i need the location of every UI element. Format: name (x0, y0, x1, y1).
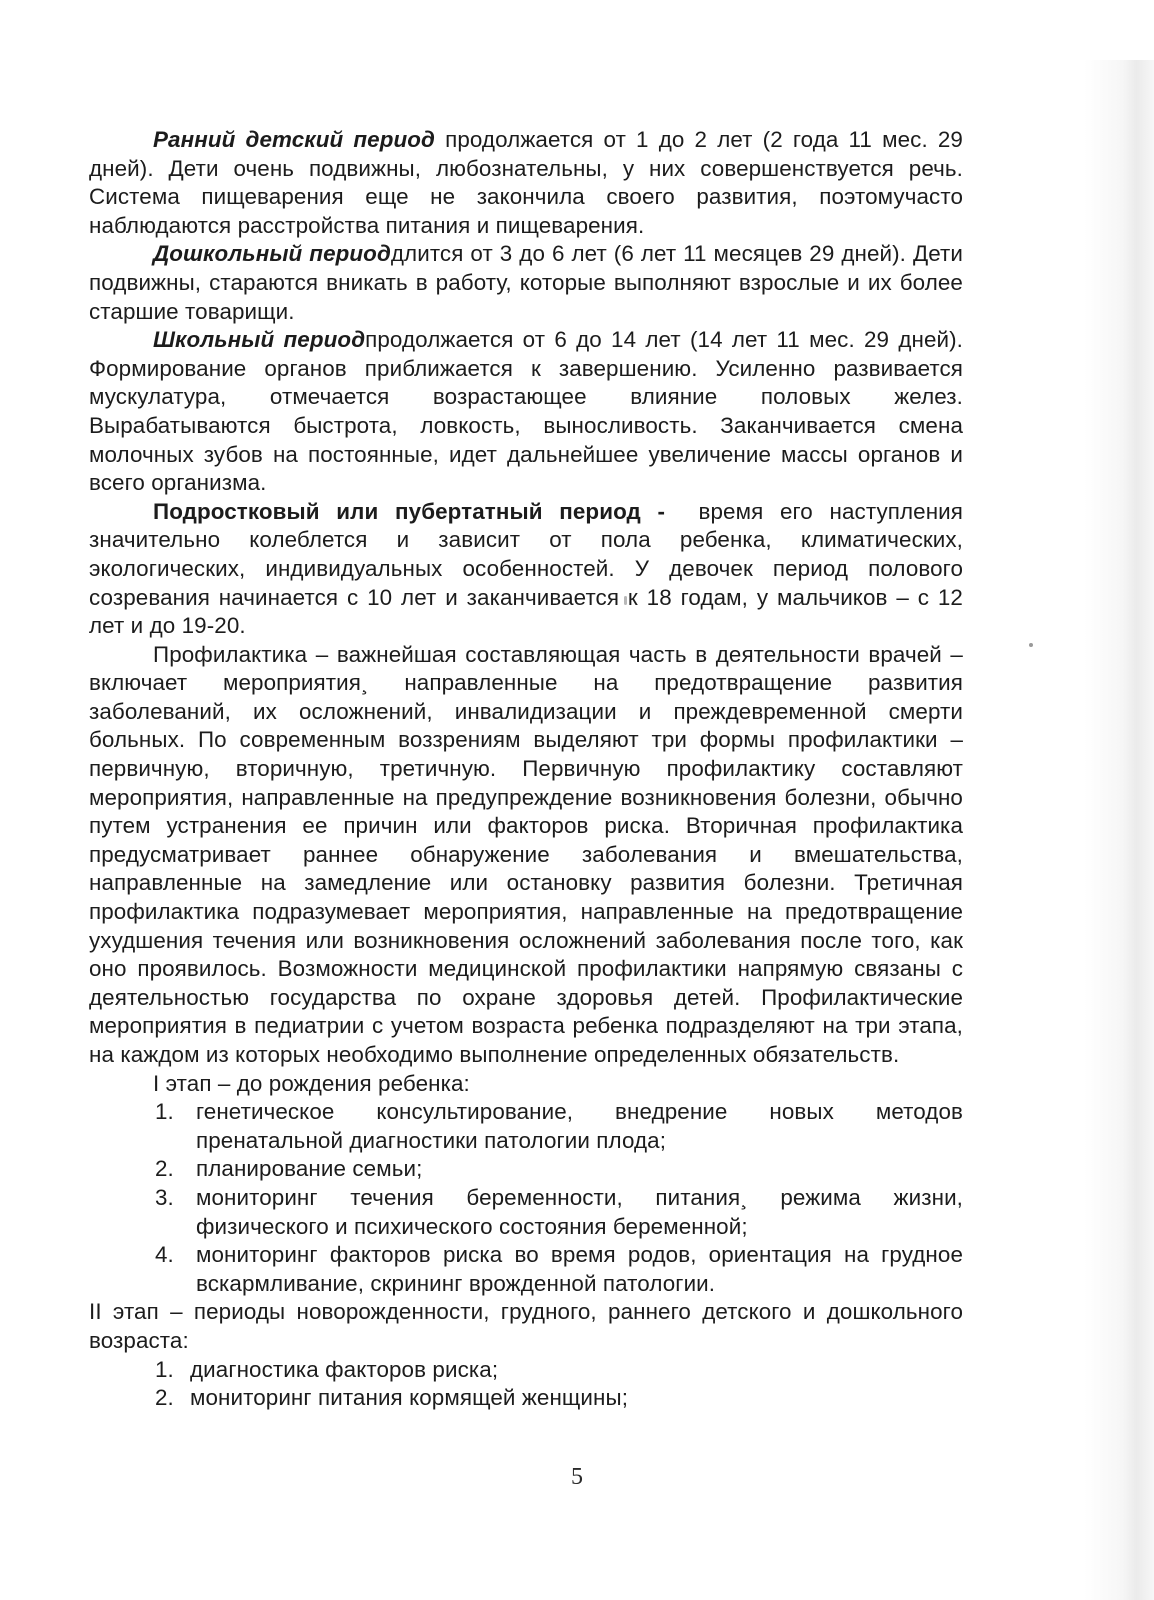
list-number: 1. (155, 1099, 174, 1125)
paragraph-text: продолжается от 1 до 2 лет (2 года 11 мес. 29 дней). Дети очень подвижны, любознательны, у них совершенствуется речь. Система пищеварения еще не закончила своего развития, поэтомучасто наблюдаются расстройства питания и пищеварения. (89, 127, 963, 238)
paragraph-preschool (89, 240, 963, 326)
list-item (89, 1241, 963, 1298)
list-item (89, 1098, 963, 1155)
list-number: 4. (155, 1242, 174, 1268)
paragraph-text: продолжается от 6 до 14 лет (14 лет 11 мес. 29 дней). Формирование органов приближается к завершению. Усиленно развивается мускулатура, отмечается возрастающее влияние половых желез. Вырабатываются быстрота, ловкость, выносливость. Заканчивается смена молочных зубов на постоянные, идет дальнейшее увеличение массы органов и всего организма. (89, 327, 964, 496)
term-puberty: Подростковый или пубертатный период - (153, 498, 666, 524)
list-item (89, 1184, 963, 1241)
term-preschool: Дошкольный период (153, 241, 391, 267)
term-school: Школьный период (153, 327, 366, 353)
paragraph-prevention: Профилактика – важнейшая составляющая часть в деятельности врачей – включает мероприятия¸ направленные на предотвращение развития заболеваний, их осложнений, инвалидизации и преждевременной смерти больных. По современным воззрениям выделяют три формы профилактики – первичную, вторичную, третичную. Первичную профилактику составляют мероприятия, направленные на предупреждение возникновения болезни, обычно путем устранения ее причин или факторов риска. Вторичная профилактика предусматривает раннее обнаружение заболевания и вмешательства, направленные на замедление или остановку развития болезни. Третичная профилактика подразумевает мероприятия, направленные на предотвращение ухудшения течения или возникновения осложнений заболевания после того, как оно проявилось. Возможности медицинской профилактики напрямую связаны с деятельностью государства по охране здоровья детей. Профилактические мероприятия в педиатрии с учетом возраста ребенка подразделяют на три этапа, на каждом из которых необходимо выполнение определенных обязательств. (89, 641, 963, 1067)
scan-speck (1029, 643, 1033, 647)
document-body (89, 126, 970, 1413)
stage2-list (89, 1356, 963, 1413)
list-item-text: планирование семьи; (196, 1156, 423, 1182)
list-number: 3. (155, 1184, 174, 1210)
list-number: 2. (155, 1385, 174, 1411)
list-item (89, 1155, 963, 1184)
list-item-text: мониторинг питания кормящей женщины; (190, 1385, 629, 1411)
list-item-text: диагностика факторов риска; (190, 1356, 499, 1382)
page-number: 5 (571, 1464, 583, 1490)
list-item-text: мониторинг течения беременности, питания¸ режима жизни, физического и психического состояния беременной; (196, 1184, 963, 1239)
list-number: 1. (155, 1356, 174, 1382)
paragraph-text: время его наступления значительно колеблется и зависит от пола ребенка, климатических, экологических, индивидуальных особенностей. У девочек период полового созревания начинается с 10 лет и заканчивается к 18 годам, у мальчиков – с 12 лет и до 19-20. (89, 498, 970, 639)
page-edge-shadow (1084, 60, 1154, 1600)
term-early-childhood: Ранний детский период (153, 127, 435, 152)
list-item (89, 1384, 963, 1413)
paragraph-puberty (89, 498, 970, 641)
list-item (89, 1356, 963, 1385)
stage2-heading: II этап – периоды новорожденности, грудного, раннего детского и дошкольного возраста: (89, 1299, 963, 1353)
paragraph-early-childhood (89, 126, 963, 240)
paragraph-text: длится от 3 до 6 лет (6 лет 11 месяцев 29 дней). Дети подвижны, стараются вникать в работу, которые выполняют взрослые и их более старшие товарищи. (89, 241, 964, 324)
list-item-text: генетическое консультирование, внедрение новых методов пренатальной диагностики патологии плода; (196, 1099, 963, 1153)
stage1-list (89, 1098, 963, 1298)
list-number: 2. (155, 1156, 174, 1182)
stage1-heading: I этап – до рождения ребенка: (153, 1070, 470, 1096)
paragraph-school (89, 326, 963, 498)
list-item-text: мониторинг факторов риска во время родов, ориентация на грудное вскармливание, скрининг врожденной патологии. (196, 1242, 963, 1296)
